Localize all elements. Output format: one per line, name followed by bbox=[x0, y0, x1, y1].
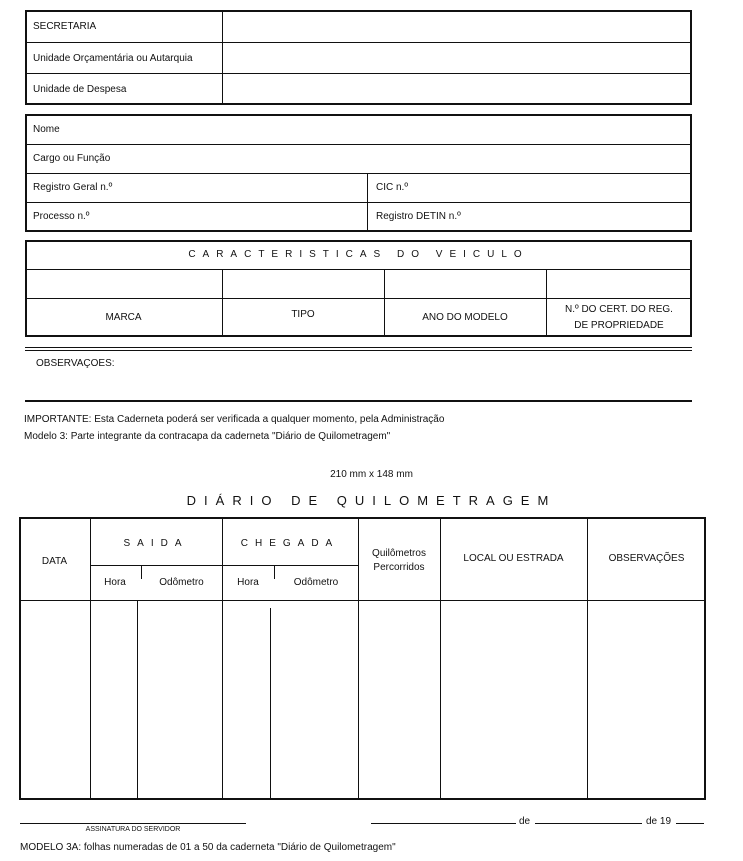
unidade-orcamentaria-label: Unidade Orçamentária ou Autarquia bbox=[33, 53, 193, 64]
divider bbox=[270, 608, 271, 800]
processo-label: Processo n.º bbox=[33, 211, 90, 222]
col-local-header: LOCAL OU ESTRADA bbox=[463, 553, 564, 564]
divider bbox=[25, 298, 692, 299]
cert-label-line2: DE PROPRIEDADE bbox=[574, 320, 664, 331]
divider bbox=[367, 173, 368, 232]
divider bbox=[25, 173, 692, 174]
col-data-header: DATA bbox=[41, 556, 68, 567]
divider bbox=[25, 400, 692, 402]
registro-geral-label: Registro Geral n.º bbox=[33, 182, 113, 193]
cic-label: CIC n.º bbox=[376, 182, 408, 193]
unidade-despesa-label: Unidade de Despesa bbox=[33, 84, 127, 95]
month-line bbox=[535, 823, 642, 824]
registro-detin-label: Registro DETIN n.º bbox=[376, 211, 461, 222]
col-chegada-odometro: Odômetro bbox=[293, 577, 339, 588]
col-chegada-header: CHEGADA bbox=[240, 538, 340, 549]
col-saida-odometro: Odômetro bbox=[159, 577, 204, 588]
divider bbox=[222, 517, 223, 800]
marca-label: MARCA bbox=[105, 312, 142, 323]
col-saida-header: SAIDA bbox=[123, 538, 189, 549]
modelo3a-note: MODELO 3A: folhas numeradas de 01 a 50 da caderneta "Diário de Quilometragem" bbox=[20, 842, 396, 853]
divider bbox=[25, 73, 692, 74]
importante-note: IMPORTANTE: Esta Caderneta poderá ser verificada a qualquer momento, pela Administração bbox=[24, 414, 445, 425]
divider bbox=[90, 565, 358, 566]
diario-title: DIÁRIO DE QUILOMETRAGEM bbox=[186, 493, 557, 508]
cert-label-line1: N.º DO CERT. DO REG. bbox=[565, 304, 673, 315]
divider bbox=[25, 350, 692, 351]
divider bbox=[90, 517, 91, 800]
de-label-1: de bbox=[519, 816, 531, 827]
divider bbox=[137, 601, 138, 800]
divider bbox=[25, 347, 692, 348]
divider bbox=[25, 269, 692, 270]
col-km-header-line2: Percorridos bbox=[373, 562, 425, 573]
size-note: 210 mm x 148 mm bbox=[330, 469, 413, 480]
divider bbox=[222, 10, 223, 105]
divider bbox=[19, 600, 706, 601]
observacoes-label: OBSERVAÇOES: bbox=[36, 358, 115, 369]
year-line bbox=[676, 823, 704, 824]
col-saida-hora: Hora bbox=[104, 577, 126, 588]
divider bbox=[25, 144, 692, 145]
col-km-header-line1: Quilômetros bbox=[372, 548, 426, 559]
divider bbox=[358, 517, 359, 800]
ano-modelo-label: ANO DO MODELO bbox=[422, 312, 508, 323]
tipo-label: TIPO bbox=[291, 309, 315, 320]
divider bbox=[25, 42, 692, 43]
modelo3-note: Modelo 3: Parte integrante da contracapa da caderneta "Diário de Quilometragem" bbox=[24, 431, 391, 442]
secretaria-label: SECRETARIA bbox=[33, 21, 97, 32]
col-chegada-hora: Hora bbox=[237, 577, 259, 588]
divider bbox=[384, 269, 385, 337]
cargo-label: Cargo ou Função bbox=[33, 153, 111, 164]
nome-label: Nome bbox=[33, 124, 60, 135]
place-line bbox=[371, 823, 516, 824]
assinatura-label: ASSINATURA DO SERVIDOR bbox=[85, 826, 181, 833]
signature-line bbox=[20, 823, 246, 824]
vehicle-box-title: CARACTERISTICAS DO VEICULO bbox=[188, 249, 529, 260]
divider bbox=[25, 202, 692, 203]
col-observacoes-header: OBSERVAÇÕES bbox=[608, 553, 685, 564]
de-label-2: de 19 bbox=[646, 816, 672, 827]
divider bbox=[222, 269, 223, 337]
